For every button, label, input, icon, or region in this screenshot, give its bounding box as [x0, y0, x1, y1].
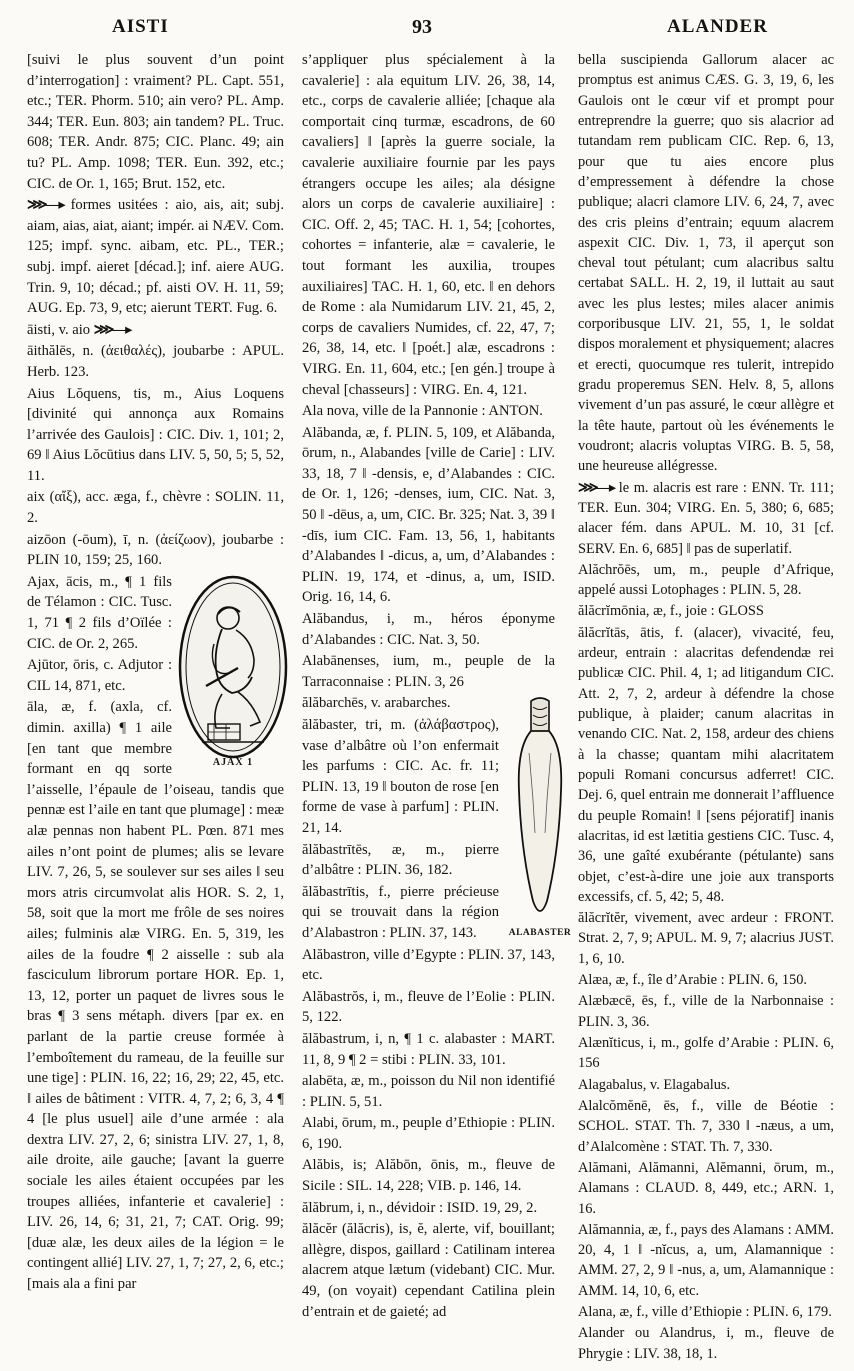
arrow-icon: ⋙—▸	[578, 479, 615, 496]
entry-ajutor: Ajūtor, ōris, c. Adjutor : CIL 14, 871, etc.	[27, 657, 172, 694]
entry-alacer: ălăcĕr (ălăcris), is, ĕ, alerte, vif, bouillant; allègre, dispos, gaillard : Catilinam interea alacrem atque lætum (videbant) CIC. Mur. 49, (on voyait) cependant Catilina plein d’entrain et de gaieté; ad	[302, 1221, 555, 1320]
entry-alacriter: ălăcrĭtĕr, vivement, avec ardeur : FRONT. Strat. 2, 7, 9; APUL. M. 9, 7; alacrius JUST. 1, 6, 10.	[578, 910, 834, 967]
entry-alabastros: Alăbastrŏs, i, m., fleuve de l’Eolie : PLIN. 5, 122.	[302, 988, 555, 1026]
entry-alabrum: ălăbrum, i, n., dévidoir : ISID. 19, 29, 2.	[302, 1199, 538, 1216]
entry-alamannia: Alămannia, æ, f., pays des Alamans : AMM. 20, 4, 1 ‖ -nĭcus, a, um, Alamannique : AMM. 27, 2, 9 ‖ -nus, a, um, Alamannique : AMM. 14, 10, 6, etc.	[578, 1221, 834, 1299]
entry-alaebaece: Alæbæcē, ēs, f., ville de la Narbonnaise : PLIN. 3, 36.	[578, 993, 834, 1030]
entry-aizoon: aizōon (-ōum), ī, n. (ἀείζωον), joubarbe : PLIN 10, 159; 25, 160.	[27, 531, 284, 569]
entry-aio-continued: [suivi le plus souvent d’un point d’interrogation] : vraiment? PL. Capt. 551, etc.; TER. Phorm. 510; ain vero? PL. Amp. 344; TER. Eun. 803; ain tandem? PL. Truc. 608; TER. Andr. 875; CIC. Planc. 49; ain tu? PL. Amp. 1098; TER. Eun. 392, etc.; CIC. de Or. 1, 165; Brut. 152, etc.	[27, 52, 284, 192]
entry-alaea: Alæa, æ, f., île d’Arabie : PLIN. 6, 150.	[578, 972, 808, 989]
entry-aio-forms: ⋙—▸ formes usitées : aio, ais, ait; subj. aiam, aias, aiat, aiant; impér. ai NÆV. Com. 125; impf. sync. aibam, etc. PL., TER.; subj. impf. aieret [décad.]; inf. aiere AUG. Trin. 9, 10; décad.; pf. aisti OV. H. 11, 59; AUG. Ep. 73, 9, etc; aierunt TERT. Fug. 6.	[27, 197, 284, 317]
entry-alabastron: Alăbastron, ville d’Egypte : PLIN. 37, 143, etc.	[302, 946, 555, 984]
column-3	[578, 50, 834, 1365]
entry-aisti: āisti, v. aio ⋙—▸	[27, 321, 131, 338]
entry-alagabalus: Alagabalus, v. Elagabalus.	[578, 1076, 731, 1093]
entry-alabi: Alabi, ōrum, m., peuple d’Ethiopie : PLIN. 6, 190.	[302, 1115, 555, 1152]
entry-alabanda: Alăbanda, æ, f. PLIN. 5, 109, et Alăbanda, ōrum, n., Alabandes [ville de Carie] : LIV. 33, 18, 7 ‖ -densis, e, d’Alabandes : CIC. de Or. 1, 126; -denses, ium, CIC. Nat. 3, 50 ‖ -dēus, a, um, CIC. Br. 325; Nat. 3, 39 ‖ -dīs, ium CIC. Fam. 13, 56, 1, habitants d’Alabandes ‖ -dicus, a, um, d’Alabandes : PLIN. 19, 174, et -dinus, a, um, ISID. Orig. 16, 14, 6.	[302, 424, 555, 606]
entry-alabastrum: ălăbastrum, i, n, ¶ 1 c. alabaster : MART. 11, 8, 9 ¶ 2 = stibi : PLIN. 33, 101.	[302, 1030, 555, 1068]
alabaster-caption: ALABASTER	[508, 927, 572, 938]
arrow-icon: ⋙—▸	[93, 321, 131, 338]
entry-ajax: Ajax, ācis, m., ¶ 1 fils de Télamon : CIC. Tusc. 1, 71 ¶ 2 fils d’Oïlée : CIC. de Or. 2, 265.	[27, 573, 172, 652]
entry-alana: Alana, æ, f., ville d’Ethiopie : PLIN. 6, 179.	[578, 1304, 832, 1321]
entry-alacer-continued: bella suscipienda Gallorum alacer ac promptus est animus CÆS. G. 3, 19, 6, les Gaulois ont le cœur vif et prompt pour entreprendre la guerre; quo sis alacrior ad tutandam rem publicam CIC. Rep. 6, 13, pour que tu aies encore plus d’empressement à défendre la chose publique; alacri clamore LIV. 6, 24, 7, avec des cris pleins d’entrain; equum alacrem aspexit CIC. Div. 1, 73, il aperçut son cheval tout pétulant; cum alacribus saltu certabat SALL. H. 2, 19, il luttait au saut avec les plus lestes; miles alacer animis corporibusque LIV. 21, 55, 1, le soldat dispos moralement et physiquement; alacres et erecti, quocumque res tulerit, intrepido gradu properemus SEN. Helv. 8, 5, allons vivement d’un pas assuré, le cœur allègre et la tête haute, partout où les événements le voudront; alacris voluptas VIRG. B. 5, 58, une heureuse allégresse.	[578, 52, 834, 475]
entry-ala-nova: Ala nova, ville de la Pannonie : ANTON.	[302, 403, 543, 420]
entry-alacritas: ălăcrĭtās, ātis, f. (alacer), vivacité, feu, ardeur, entrain : alacritas defendendæ rei publicæ CIC. Phil. 4, 1; ad litigandum CIC. Att. 2, 7, 2, ardeur à défendre la chose publique, à plaider; canum alacritas in venando CIC. Nat. 2, 158, ardeur des chiens à la chasse; quantam mihi alacritatem populi Romani concursus adferret! CIC. Dej. 6, quel entrain me donnerait l’affluence du peuple Romain! ‖ [sens péjoratif] inanis alacritas, id est lætitia gestiens CIC. Tusc. 4, 36, une gaîté exubérante (pétulante) sans objet, c’est-à-dire une joie aux transports excessifs, cf. 5, 42; 5, 48.	[578, 624, 834, 905]
entry-alamani: Alămani, Alămanni, Alĕmanni, ōrum, m., Alamans : CLAUD. 8, 449, etc.; ARN. 1, 16.	[578, 1159, 834, 1217]
entry-alacer-forms: ⋙—▸ le m. alacris est rare : ENN. Tr. 111; TER. Eun. 304; VIRG. En. 5, 380; 6, 685; alacer fém. dans APUL. M. 10, 31 [cf. SERV. En. 6, 685] ‖ pas de superlatif.	[578, 479, 834, 557]
ajax-caption: AJAX 1	[212, 757, 254, 769]
entry-alabastritis: ălăbastrītis, f., pierre précieuse qui se trouvait dans la région d’Alabastron : PLIN. 37, 143.	[302, 883, 499, 941]
alabaster-vase-illustration	[505, 693, 575, 925]
entry-ala-continued: s’appliquer plus spécialement à la cavalerie] : ala equitum LIV. 26, 38, 14, etc., corps de cavalerie alliée; [chaque ala comportait cinq turmæ, escadrons, de 60 cavaliers] ‖ [après la guerre sociale, la cavalerie auxiliaire fournie par les pays étrangers occupe les ailes; ala désigne alors un corps de cavalerie auxiliaire] : CIC. Off. 2, 45; TAC. H. 1, 54; [cohortes, cohortes = infanterie, alæ = cavalerie, le tout formant les auxilia, troupes auxiliaires] TAC. H. 1, 60, etc. ‖ en dehors de Rome : ala Numidarum LIV. 21, 45, 2, corps de cavaliers Numides, cf. 22, 47, 7; 26, 38, 14, etc. ‖ [poét.] alæ, escadrons : VIRG. En. 11, 604, etc.; [en gén.] troupe à cheval [chasseurs] : VIRG. En. 4, 121.	[302, 52, 555, 398]
entry-alabanenses: Alabānenses, ium, m., peuple de la Tarraconnaise : PLIN. 3, 26	[302, 653, 555, 690]
entry-alabandus: Alăbandus, i, m., héros éponyme d’Alabandes : CIC. Nat. 3, 50.	[302, 611, 555, 648]
running-head-left: AISTI	[112, 16, 169, 37]
entry-alalcomene: Alalcŏmĕnē, ēs, f., ville de Béotie : SCHOL. STAT. Th. 7, 330 ‖ -næus, a um, d’Alalcomène : STAT. Th. 7, 330.	[578, 1097, 834, 1155]
entry-alander: Alander ou Alandrus, i, m., fleuve de Phrygie : LIV. 38, 18, 1.	[578, 1325, 834, 1362]
entry-alabastrites: ălăbastrītēs, æ, m., pierre d’albâtre : PLIN. 36, 182.	[302, 841, 499, 879]
entry-ala: āla, æ, f. (axla, cf. dimin. axilla) ¶ 1 aile [en tant que membre formant en qq sorte l’aisselle, l’épaule de l’oiseau, tandis que pennæ est l’aile en tant que plumage] : meæ alæ pennas non habent PL. Pœn. 871 mes ailes n’ont point de plumes; alis se levare LIV. 7, 26, 5, se soulever sur ses ailes ‖ seu mors atris circumvolat alis HOR. S. 2, 1, 58, soit que la mort me frôle de ses noires ailes; fulminis alæ VIRG. En. 5, 319, les ailes de la foudre ¶ 2 aisselle : sub ala fasciculum librorum portare HOR. Ep. 1, 13, 12, porter un paquet de livres sous le bras ¶ 3 sens métaph. divers [par ex. en parlant de la partie creuse formée à l’emboîtement du rameau, de la feuille sur une tige] : PLIN. 16, 22; 16, 29; 22, 45, etc. ‖ ailes de bâtiment : VITR. 4, 7, 2; 6, 3, 4 ¶ 4 [le plus usuel] aile d’une armée : ala dextra LIV. 27, 2, 6; sinistra LIV. 27, 1, 8, aile droite, aile gauche; [avant la guerre sociale les ailes étaient occupées par les troupes alliées, infanterie et cavalerie] : LIV. 26, 14, 6; 31, 21, 7; CAT. Orig. 99; [duæ alæ, les deux ailes de la légion = le contingent allié] LIV. 27, 1, 7; 27, 2, 6, etc.; [mais ala a fini par	[27, 699, 284, 1293]
column-1	[27, 50, 284, 1296]
entry-aithales: āithălēs, n. (ἀειθαλές), joubarbe : APUL. Herb. 123.	[27, 343, 284, 380]
entry-aix: aix (αἴξ), acc. æga, f., chèvre : SOLIN. 11, 2.	[27, 489, 284, 527]
page-header	[0, 0, 854, 42]
arrow-icon: ⋙—▸	[27, 197, 64, 214]
ajax-figure	[178, 574, 288, 774]
entry-alabis: Alăbis, is; Alăbōn, ōnis, m., fleuve de Sicile : SIL. 14, 228; VIB. p. 146, 14.	[302, 1157, 555, 1195]
entry-alachroes: Alăchrŏēs, um, m., peuple d’Afrique, appelé aussi Lotophages : PLIN. 5, 28.	[578, 561, 834, 599]
entry-alacrimonia: ălăcrĭmōnia, æ, f., joie : GLOSS	[578, 603, 764, 620]
entry-alabaster: ălăbaster, tri, m. (ἀλάβαστρος), vase d’albâtre où l’on enfermait les parfums : CIC. Ac. fr. 11; PLIN. 13, 19 ‖ bouton de rose [en forme de vase à parfum] : PLIN. 21, 14.	[302, 717, 499, 836]
page-number: 93	[412, 16, 432, 38]
running-head-right: ALANDER	[667, 16, 768, 37]
column-2	[302, 50, 572, 1323]
entry-alaeniticus: Alænĭticus, i, m., golfe d’Arabie : PLIN. 6, 156	[578, 1035, 834, 1072]
entry-alabarches: ălăbarchēs, v. arabarches.	[302, 695, 451, 712]
ajax-gem-illustration	[178, 574, 288, 760]
entry-aius-loquens: Aius Lŏquens, tis, m., Aius Loquens [divinité qui annonça aux Romains l’arrivée des Gaulois] : CIC. Div. 1, 101; 2, 69 ‖ Aius Lŏcūtius dans LIV. 5, 50, 5; 5, 52, 11.	[27, 385, 284, 484]
entry-alabeta: alabēta, æ, m., poisson du Nil non identifié : PLIN. 5, 51.	[302, 1073, 555, 1110]
alabaster-figure	[505, 693, 575, 941]
